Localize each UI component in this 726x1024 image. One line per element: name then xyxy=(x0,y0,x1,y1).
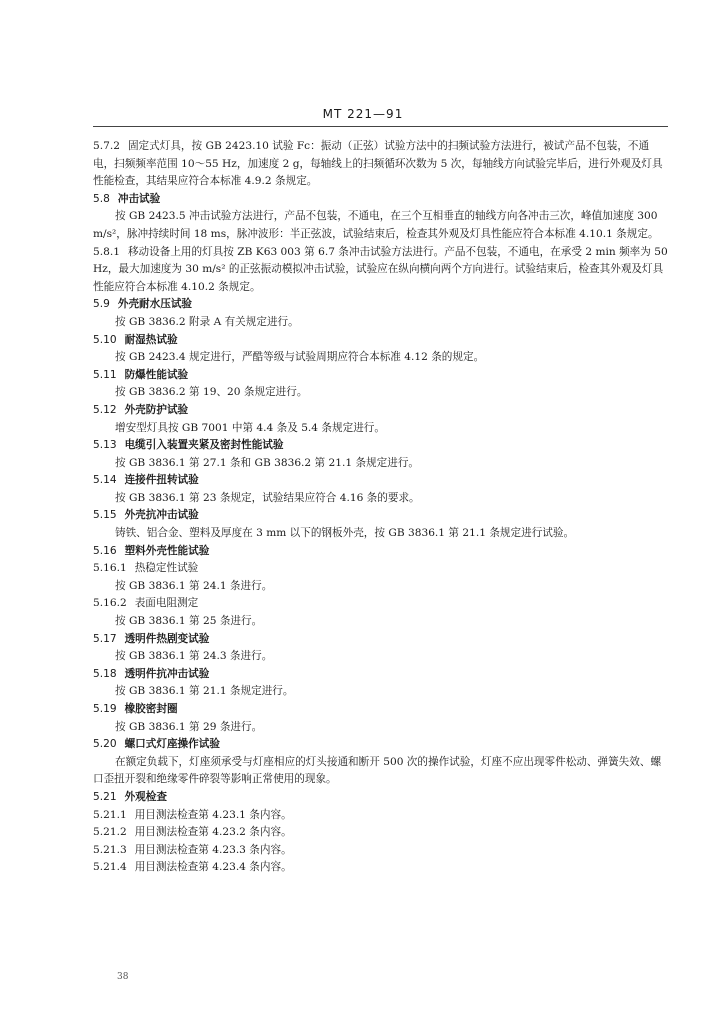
clause-text: 用目测法检查第 4.23.1 条内容。 xyxy=(134,808,292,821)
body-paragraph: 按 GB 3836.1 第 24.1 条进行。 xyxy=(115,579,273,592)
section-title: 外壳耐水压试验 xyxy=(117,298,193,311)
clause-number: 5.16.2 xyxy=(93,597,127,610)
numbered-paragraph xyxy=(93,824,668,842)
numbered-paragraph xyxy=(93,859,668,877)
section-number: 5.19 xyxy=(93,703,117,715)
body-paragraph: 按 GB 3836.1 第 24.3 条进行。 xyxy=(115,650,273,663)
clause-text: 用目测法检查第 4.23.4 条内容。 xyxy=(134,861,292,874)
body-paragraph: 按 GB 3836.1 第 21.1 条规定进行。 xyxy=(115,685,294,698)
section-title: 防爆性能试验 xyxy=(124,368,189,381)
body-paragraph: 按 GB 3836.2 第 19、20 条规定进行。 xyxy=(115,386,308,399)
section-number: 5.13 xyxy=(93,439,117,452)
section-heading xyxy=(93,631,668,649)
section-title: 外壳防护试验 xyxy=(124,403,189,416)
section-number: 5.9 xyxy=(93,298,110,311)
section-number: 5.8 xyxy=(93,192,110,205)
section-number: 5.18 xyxy=(93,667,117,680)
clause-number: 5.16.1 xyxy=(93,562,127,575)
section-title: 塑料外壳性能试验 xyxy=(124,544,210,557)
numbered-paragraph xyxy=(93,244,668,297)
clause-number: 5.21.1 xyxy=(93,808,127,821)
clause-text: 用目测法检查第 4.23.3 条内容。 xyxy=(134,843,292,856)
section-title: 螺口式灯座操作试验 xyxy=(124,738,220,751)
section-title: 电缆引入装置夹紧及密封性能试验 xyxy=(124,439,284,452)
clause-text: 固定式灯具，按 GB 2423.10 试验 Fc：振动（正弦）试验方法中的扫频试验方法进行，被试产品不包装，不通电，扫频频率范围 10～55 Hz，加速度 2 g，每轴线上的扫频循环次数为 5 次，每轴线方向试验完毕后，进行外观及灯具性能检查，其结果应符合本标准 4.9.2 条规定。 xyxy=(93,140,663,188)
clause-text: 移动设备上用的灯具按 ZB K63 003 第 6.7 条冲击试验方法进行。产品不包装，不通电，在承受 2 min 频率为 50 Hz，最大加速度为 30 m/s² 的正弦振动模拟冲击试验，试验应在纵向横向两个方向进行。试验结束后，检查其外观及灯具性能应符合本标准 4.10.2 条规定。 xyxy=(93,245,668,293)
body-paragraph: 按 GB 3836.1 第 23 条规定，试验结果应符合 4.16 条的要求。 xyxy=(115,491,420,504)
body-paragraph: 按 GB 3836.2 附录 A 有关规定进行。 xyxy=(115,315,299,328)
section-heading xyxy=(93,296,668,314)
body-paragraph: 按 GB 3836.1 第 25 条进行。 xyxy=(115,615,263,628)
section-number: 5.15 xyxy=(93,509,117,522)
body-paragraph: 按 GB 3836.1 第 27.1 条和 GB 3836.2 第 21.1 条规定进行。 xyxy=(115,456,420,469)
numbered-paragraph xyxy=(93,807,668,825)
section-title: 橡胶密封圈 xyxy=(124,703,178,715)
section-heading xyxy=(93,191,668,209)
body-paragraph: 铸铁、铝合金、塑料及厚度在 3 mm 以下的钢板外壳，按 GB 3836.1 第 21.1 条规定进行试验。 xyxy=(115,527,575,540)
body-paragraph: 增安型灯具按 GB 7001 中第 4.4 条及 5.4 条规定进行。 xyxy=(115,421,385,434)
body-paragraph: 按 GB 2423.5 冲击试验方法进行，产品不包装，不通电，在三个互相垂直的轴线方向各冲击三次，峰值加速度 300 m/s²，脉冲持续时间 18 ms，脉冲波形：半正弦波，试验结束后，检查其外观及灯具性能应符合本标准 4.10.1 条规定。 xyxy=(93,210,659,240)
section-heading xyxy=(93,666,668,684)
page-header: MT 221—91 xyxy=(322,107,404,121)
section-number: 5.21 xyxy=(93,790,117,803)
clause-number: 5.21.3 xyxy=(93,843,127,856)
section-number: 5.20 xyxy=(93,738,117,751)
numbered-paragraph xyxy=(93,560,668,578)
section-title: 透明件热剧变试验 xyxy=(124,632,210,645)
section-heading xyxy=(93,367,668,385)
section-heading xyxy=(93,507,668,525)
section-heading xyxy=(93,543,668,561)
page-number: 38 xyxy=(117,972,129,982)
section-title: 耐湿热试验 xyxy=(124,333,178,346)
section-title: 外观检查 xyxy=(124,790,167,803)
clause-text: 用目测法检查第 4.23.2 条内容。 xyxy=(134,826,292,839)
body-paragraph: 在额定负载下，灯座须承受与灯座相应的灯头接通和断开 500 次的操作试验，灯座不应出现零件松动、弹簧失效、螺口歪扭开裂和绝缘零件碎裂等影响正常使用的现象。 xyxy=(93,755,662,786)
clause-number: 5.21.4 xyxy=(93,861,127,874)
section-number: 5.11 xyxy=(93,368,117,381)
numbered-paragraph xyxy=(93,595,668,613)
clause-text: 表面电阻测定 xyxy=(134,597,199,610)
section-title: 透明件抗冲击试验 xyxy=(124,667,210,680)
body-paragraph: 按 GB 3836.1 第 29 条进行。 xyxy=(115,720,263,733)
section-heading xyxy=(93,472,668,490)
clause-number: 5.7.2 xyxy=(93,140,120,152)
section-number: 5.17 xyxy=(93,632,117,645)
section-heading xyxy=(93,402,668,420)
section-number: 5.10 xyxy=(93,333,117,346)
section-number: 5.12 xyxy=(93,403,117,416)
section-title: 连接件扭转试验 xyxy=(124,474,199,487)
numbered-paragraph xyxy=(93,842,668,860)
section-title: 外壳抗冲击试验 xyxy=(124,509,199,522)
section-heading xyxy=(93,332,668,350)
document-body xyxy=(93,138,668,877)
section-number: 5.16 xyxy=(93,544,117,557)
section-title: 冲击试验 xyxy=(117,192,161,205)
section-heading xyxy=(93,437,668,455)
numbered-paragraph xyxy=(93,138,668,191)
section-heading xyxy=(93,736,668,754)
clause-text: 热稳定性试验 xyxy=(134,562,199,575)
section-heading xyxy=(93,701,668,719)
section-heading xyxy=(93,789,668,807)
section-number: 5.14 xyxy=(93,474,117,487)
clause-number: 5.21.2 xyxy=(93,826,127,839)
body-paragraph: 按 GB 2423.4 规定进行，严酷等级与试验周期应符合本标准 4.12 条的规定。 xyxy=(115,351,485,364)
header-rule xyxy=(93,126,668,127)
clause-number: 5.8.1 xyxy=(93,245,120,258)
